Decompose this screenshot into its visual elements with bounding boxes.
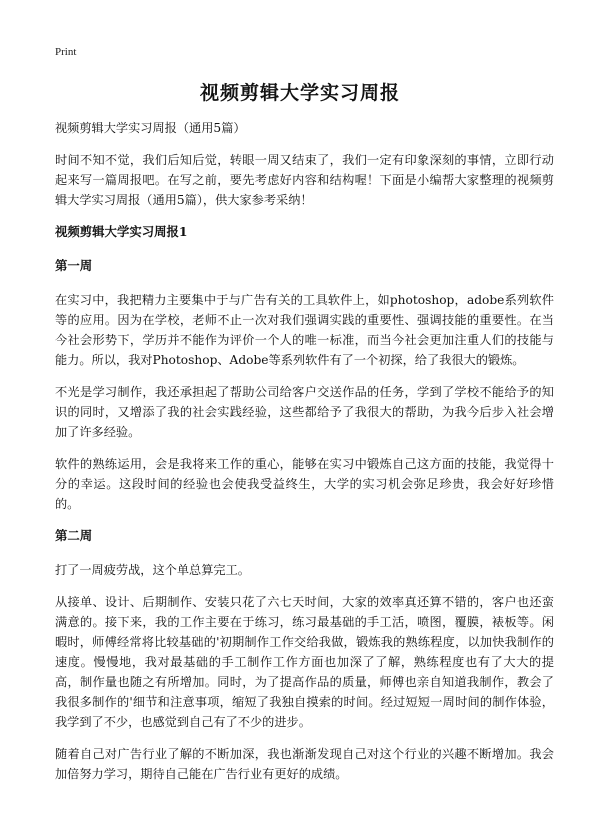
- document-body: [55, 118, 554, 796]
- week1-paragraph-2: 不光是学习制作，我还承担起了帮助公司给客户交送作品的任务，学到了学校不能给予的知识的同时，又增添了我的社会实践经验，这些都给予了我很大的帮助，为我今后步入社会增加了许多经验。: [55, 385, 554, 439]
- print-label[interactable]: Print: [55, 46, 77, 58]
- week1-paragraph-1: 在实习中，我把精力主要集中于与广告有关的工具软件上，如photoshop，adobe系列软件等的应用。因为在学校，老师不止一次对我们强调实践的重要性、强调技能的重要性。在当今社会形势下，学历并不能作为评价一个人的唯一标准，而当今社会更加注重人们的技能与能力。所以，我对Photoshop、Adobe等系列软件有了一个初探，给了我很大的锻炼。: [55, 293, 554, 367]
- week2-paragraph-1: 打了一周疲劳战，这个单总算完工。: [55, 563, 250, 577]
- week1-paragraph-3: 软件的熟练运用，会是我将来工作的重心，能够在实习中锻炼自己这方面的技能，我觉得十分的幸运。这段时间的经验也会使我受益终生，大学的实习机会弥足珍贵，我会好好珍惜的。: [55, 457, 554, 511]
- document-subtitle: 视频剪辑大学实习周报（通用5篇）: [55, 121, 246, 135]
- week2-heading: 第二周: [55, 528, 93, 543]
- intro-paragraph: 时间不知不觉，我们后知后觉，转眼一周又结束了，我们一定有印象深刻的事情，立即行动起来写一篇周报吧。在写之前，要先考虑好内容和结构喔！下面是小编帮大家整理的视频剪辑大学实习周报（通用5篇），供大家参考采纳！: [55, 153, 554, 207]
- section-heading: 视频剪辑大学实习周报1: [55, 224, 188, 239]
- week2-paragraph-3: 随着自己对广告行业了解的不断加深，我也渐渐发现自己对这个行业的兴趣不断增加。我会加倍努力学习，期待自己能在广告行业有更好的成绩。: [55, 747, 554, 781]
- page-title: 视频剪辑大学实习周报: [199, 82, 400, 104]
- week1-heading: 第一周: [55, 258, 93, 273]
- week2-paragraph-2: 从接单、设计、后期制作、安装只花了六七天时间，大家的效率真还算不错的，客户也还蛮满意的。接下来，我的工作主要在于练习，练习最基础的手工活，喷图，覆膜，裱板等。闲暇时，师傅经常将比较基础的'初期制作工作交给我做，锻炼我的熟练程度，以加快我制作的速度。慢慢地，我对最基础的手工制作工作方面也加深了了解，熟练程度也有了大大的提高，制作量也随之有所增加。同时，为了提高作品的质量，师傅也亲自知道我制作，教会了我很多制作的'细节和注意事项，缩短了我独自摸索的时间。经过短短一周时间的制作体验，我学到了不少，也感觉到自己有了不少的进步。: [55, 595, 554, 729]
